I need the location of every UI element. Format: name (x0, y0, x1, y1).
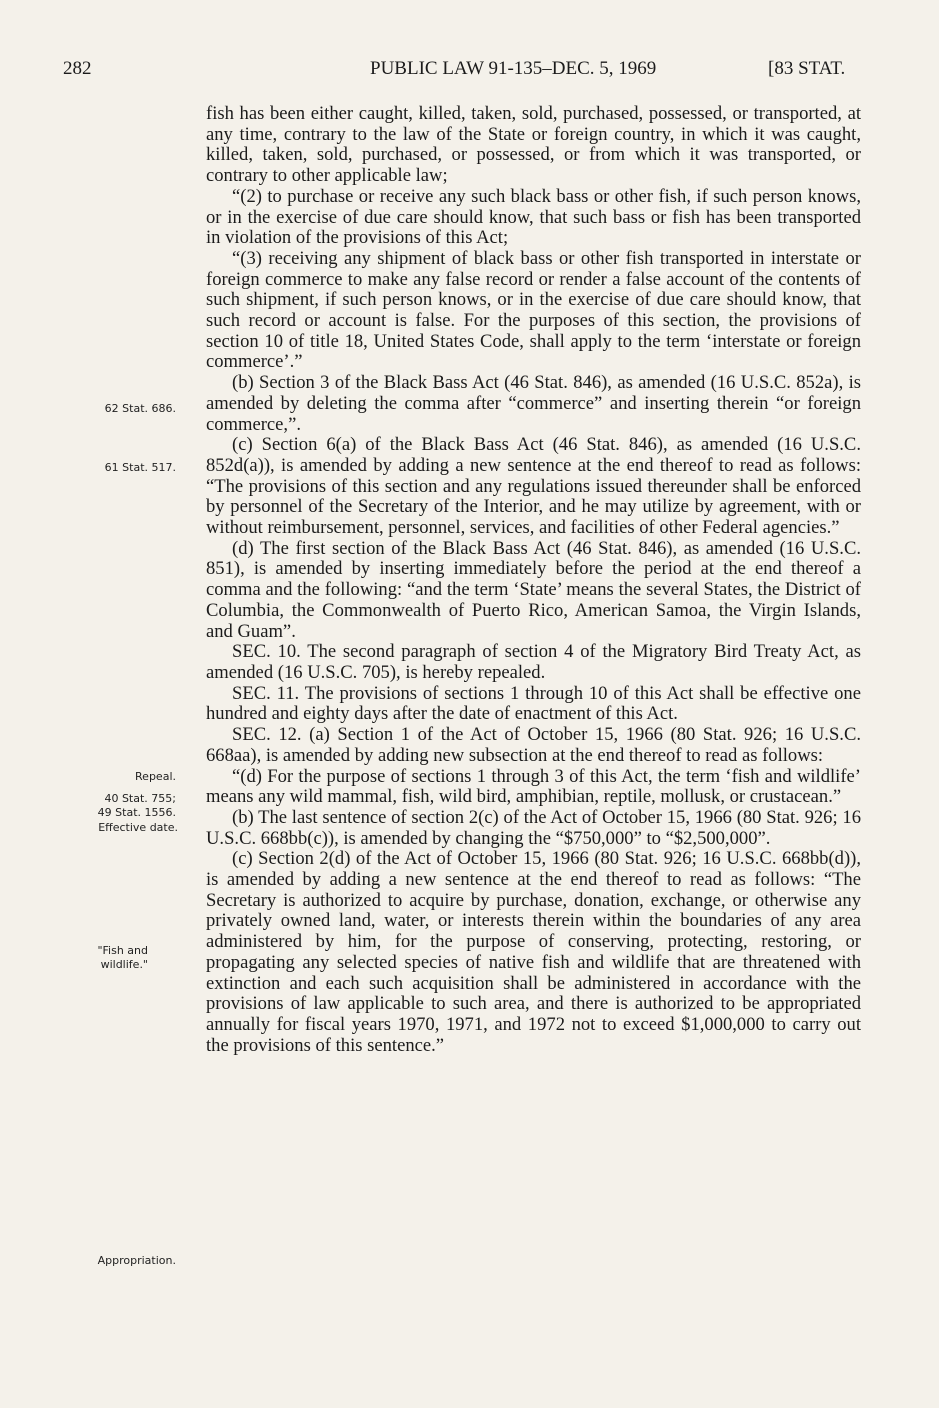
paragraph: (c) Section 6(a) of the Black Bass Act (46 Stat. 846), as amended (16 U.S.C. 852d(a)), is amended by adding a new sentence at the end thereof to read as follows: “The provisions of this section and any regulations issued thereunder shall be enforced by personnel of the Secretary of the Interior, and he may utilize by agreement, with or without reimbursement, personnel, services, and facilities of other Federal agencies.” (206, 434, 861, 539)
margin-note-effective-date: Effective date. (98, 821, 178, 834)
paragraph: “(2) to purchase or receive any such black bass or other fish, if such person knows, or in the exercise of due care should know, that such bass or fish has been transported in violation of the provisions of this Act; (206, 185, 861, 249)
paragraph: (c) Section 2(d) of the Act of October 15, 1966 (80 Stat. 926; 16 U.S.C. 668bb(d)), is amended by adding a new sentence at the end thereof to read as follows: “The Secretary is authorized to acquire by purchase, donation, exchange, or otherwise any privately owned land, water, or interests therein within the boundaries of any area administered by him, for the purpose of conserving, protecting, restoring, or propagating any selected species of native fish and wildlife that are threatened with extinction and each such acquisition shall be administered in accordance with the provisions of law applicable to such area, and there is authorized to be appropriated annually for fiscal years 1970, 1971, and 1972 not to exceed $1,000,000 to carry out the provisions of this sentence.” (206, 848, 861, 1056)
page-number: 282 (63, 58, 92, 79)
running-title: PUBLIC LAW 91-135–DEC. 5, 1969 (370, 58, 657, 79)
paragraph: (b) Section 3 of the Black Bass Act (46 Stat. 846), as amended (16 U.S.C. 852a), is amended by deleting the comma after “commerce” and inserting therein “or foreign commerce,”. (206, 372, 861, 435)
margin-note-49-stat: 49 Stat. 1556. (97, 806, 176, 819)
paragraph: fish has been either caught, killed, taken, sold, purchased, possessed, or transported, at any time, contrary to the law of the State or foreign country, in which it was caught, killed, taken, sold, purchased, or possessed, or from which it was transported, or contrary to other applicable law; (206, 103, 861, 187)
paragraph: “(d) For the purpose of sections 1 through 3 of this Act, the term ‘fish and wildlife’ means any wild mammal, fish, wild bird, amphibian, reptile, mollusk, or crustacean.” (206, 765, 861, 808)
page-header (0, 58, 939, 88)
margin-note-appropriation: Appropriation. (97, 1254, 176, 1267)
paragraph: SEC. 10. The second paragraph of section 4 of the Migratory Bird Treaty Act, as amended (16 U.S.C. 705), is hereby repealed. (206, 641, 861, 683)
margin-note-61-stat: 61 Stat. 517. (104, 461, 176, 474)
body-text (206, 104, 861, 1056)
margin-note-40-stat: 40 Stat. 755; (104, 792, 176, 805)
margin-note-wildlife: wildlife." (100, 958, 148, 971)
paragraph: SEC. 11. The provisions of sections 1 through 10 of this Act shall be effective one hundred and eighty days after the date of enactment of this Act. (206, 682, 861, 725)
paragraph: SEC. 12. (a) Section 1 of the Act of October 15, 1966 (80 Stat. 926; 16 U.S.C. 668aa), is amended by adding new subsection at the end thereof to read as follows: (206, 724, 861, 766)
paragraph: “(3) receiving any shipment of black bass or other fish transported in interstate or foreign commerce to make any false record or render a false account of the contents of such shipment, if such person knows, or in the exercise of due care should know, that such record or account is false. For the purposes of this section, the provisions of section 10 of title 18, United States Code, shall apply to the term ‘interstate or foreign commerce’.” (206, 247, 861, 373)
margin-note-fish-and: "Fish and (97, 944, 148, 957)
statute-volume: [83 STAT. (768, 58, 846, 79)
margin-note-repeal: Repeal. (135, 770, 176, 783)
margin-note-62-stat: 62 Stat. 686. (104, 402, 176, 415)
paragraph: (d) The first section of the Black Bass Act (46 Stat. 846), as amended (16 U.S.C. 851), is amended by inserting immediately before the period at the end thereof a comma and the following: “and the term ‘State’ means the several States, the District of Columbia, the Commonwealth of Puerto Rico, American Samoa, the Virgin Islands, and Guam”. (206, 537, 861, 642)
paragraph: (b) The last sentence of section 2(c) of the Act of October 15, 1966 (80 Stat. 926; 16 U.S.C. 668bb(c)), is amended by changing the “$750,000” to “$2,500,000”. (206, 806, 861, 849)
